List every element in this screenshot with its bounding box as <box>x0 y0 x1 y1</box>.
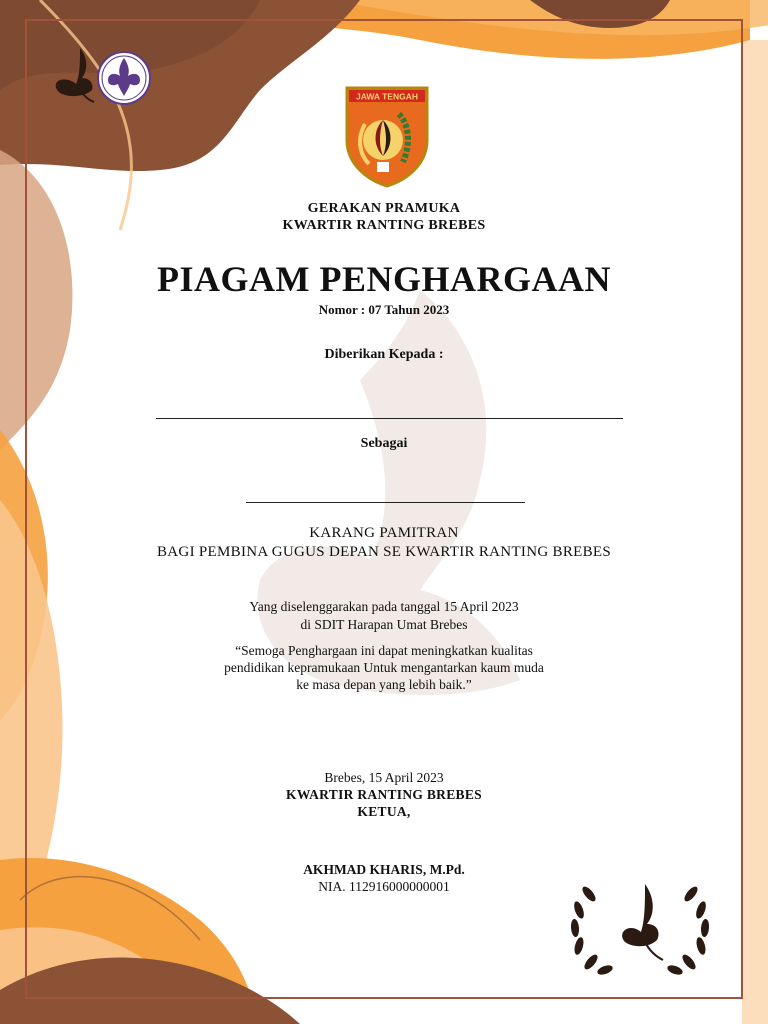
jawa-tengah-emblem-icon <box>343 84 431 188</box>
tunas-kelapa-icon <box>622 884 663 960</box>
wosm-emblem-icon <box>98 52 150 104</box>
quote-line-3: ke masa depan yang lebih baik.” <box>296 677 472 692</box>
event-date-line: Yang diselenggarakan pada tanggal 15 April 2023 <box>249 599 519 614</box>
signature-position: KETUA, <box>357 804 411 819</box>
event-venue-line: di SDIT Harapan Umat Brebes <box>300 617 468 632</box>
signatory-name: AKHMAD KHARIS, M.Pd. <box>303 862 465 877</box>
signatory-nia: NIA. 112916000000001 <box>318 879 450 894</box>
organization-line-2: KWARTIR RANTING BREBES <box>282 218 486 233</box>
recipient-name-line <box>156 418 623 419</box>
scout-logos <box>50 44 154 110</box>
event-name-line-1: KARANG PAMITRAN <box>309 525 459 541</box>
quote-line-2: pendidikan kepramukaan Untuk mengantarkan kaum muda <box>224 660 544 675</box>
as-label: Sebagai <box>360 436 408 451</box>
quote-line-1: “Semoga Penghargaan ini dapat meningkatkan kualitas <box>235 643 533 658</box>
signature-organization: KWARTIR RANTING BREBES <box>286 787 482 802</box>
tunas-kelapa-icon <box>56 48 94 102</box>
certificate-title: PIAGAM PENGHARGAAN <box>157 259 611 299</box>
signature-place-date: Brebes, 15 April 2023 <box>324 770 444 785</box>
emblem-text: JAWA TENGAH <box>355 91 419 102</box>
given-to-label: Diberikan Kepada : <box>324 347 444 362</box>
event-name-line-2: BAGI PEMBINA GUGUS DEPAN SE KWARTIR RANTING BREBES <box>157 544 611 560</box>
certificate-number: Nomor : 07 Tahun 2023 <box>318 302 450 317</box>
organization-line-1: GERAKAN PRAMUKA <box>307 201 461 216</box>
laurel-wreath-icon <box>565 870 715 980</box>
role-line <box>246 502 525 503</box>
